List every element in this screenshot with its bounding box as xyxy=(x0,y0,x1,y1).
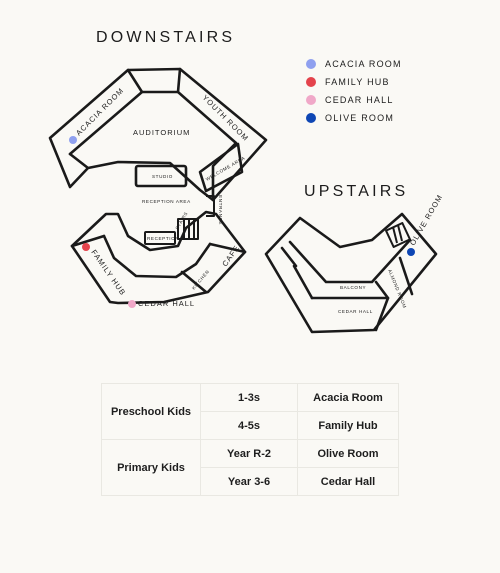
acacia-room-label: ACACIA ROOM xyxy=(74,85,126,138)
studio-label: STUDIO xyxy=(152,174,173,179)
stairs-label: STAIRS xyxy=(174,210,189,231)
reception-area-label: RECEPTION AREA xyxy=(142,199,191,204)
upstairs-cedar-hall-label: CEDAR HALL xyxy=(338,309,373,314)
left-room-wall-2 xyxy=(294,266,312,298)
left-wing-divider xyxy=(70,154,88,168)
legend-label: OLIVE ROOM xyxy=(325,113,395,123)
youth-divider xyxy=(178,69,180,92)
room-cell: Cedar Hall xyxy=(298,468,399,496)
balcony-label: BALCONY xyxy=(340,285,367,290)
almond-divider-left xyxy=(376,282,388,330)
room-cell: Olive Room xyxy=(298,440,399,468)
kitchen-label: KITCHEN xyxy=(190,268,211,291)
cedar-hall-label: CEDAR HALL xyxy=(138,299,196,308)
schedule-table xyxy=(101,383,399,496)
legend-label: CEDAR HALL xyxy=(325,95,394,105)
family-hub-marker xyxy=(82,243,90,251)
youth-room-label: YOUTH ROOM xyxy=(200,93,251,144)
acacia-room-marker xyxy=(69,136,77,144)
left-room-wall-1 xyxy=(282,248,296,266)
downstairs-plan xyxy=(50,69,266,308)
almond-room-label: ALMOND ROOM xyxy=(387,268,408,310)
cafe-label: CAFE xyxy=(220,243,242,269)
lower-inner-curve xyxy=(104,236,210,277)
upstairs-heading: UPSTAIRS xyxy=(304,183,409,200)
olive-room-marker xyxy=(407,248,415,256)
table-row xyxy=(102,384,399,412)
olive-room-label: OLIVE ROOM xyxy=(407,192,445,247)
age-cell: 4-5s xyxy=(201,412,298,440)
entrance-label: ENTRANCE xyxy=(218,195,223,226)
table-row xyxy=(102,440,399,468)
age-cell: 1-3s xyxy=(201,384,298,412)
group-cell-primary: Primary Kids xyxy=(102,440,201,496)
room-cell: Family Hub xyxy=(298,412,399,440)
age-cell: Year R-2 xyxy=(201,440,298,468)
upstairs-plan xyxy=(266,193,444,332)
cedar-hall-marker xyxy=(128,300,136,308)
almond-divider-right xyxy=(400,258,412,294)
downstairs-heading: DOWNSTAIRS xyxy=(96,29,236,46)
auditorium-label: AUDITORIUM xyxy=(133,128,191,137)
group-cell-preschool: Preschool Kids xyxy=(102,384,201,440)
welcome-area-label: WELCOME AREA xyxy=(205,155,247,182)
age-cell: Year 3-6 xyxy=(201,468,298,496)
family-hub-label: FAMILY HUB xyxy=(89,247,128,298)
legend-label: FAMILY HUB xyxy=(325,77,390,87)
reception-label: RECEPTION xyxy=(147,236,180,241)
legend-label: ACACIA ROOM xyxy=(325,59,402,69)
room-cell: Acacia Room xyxy=(298,384,399,412)
upstairs-outline xyxy=(266,214,436,332)
acacia-divider xyxy=(128,70,142,92)
